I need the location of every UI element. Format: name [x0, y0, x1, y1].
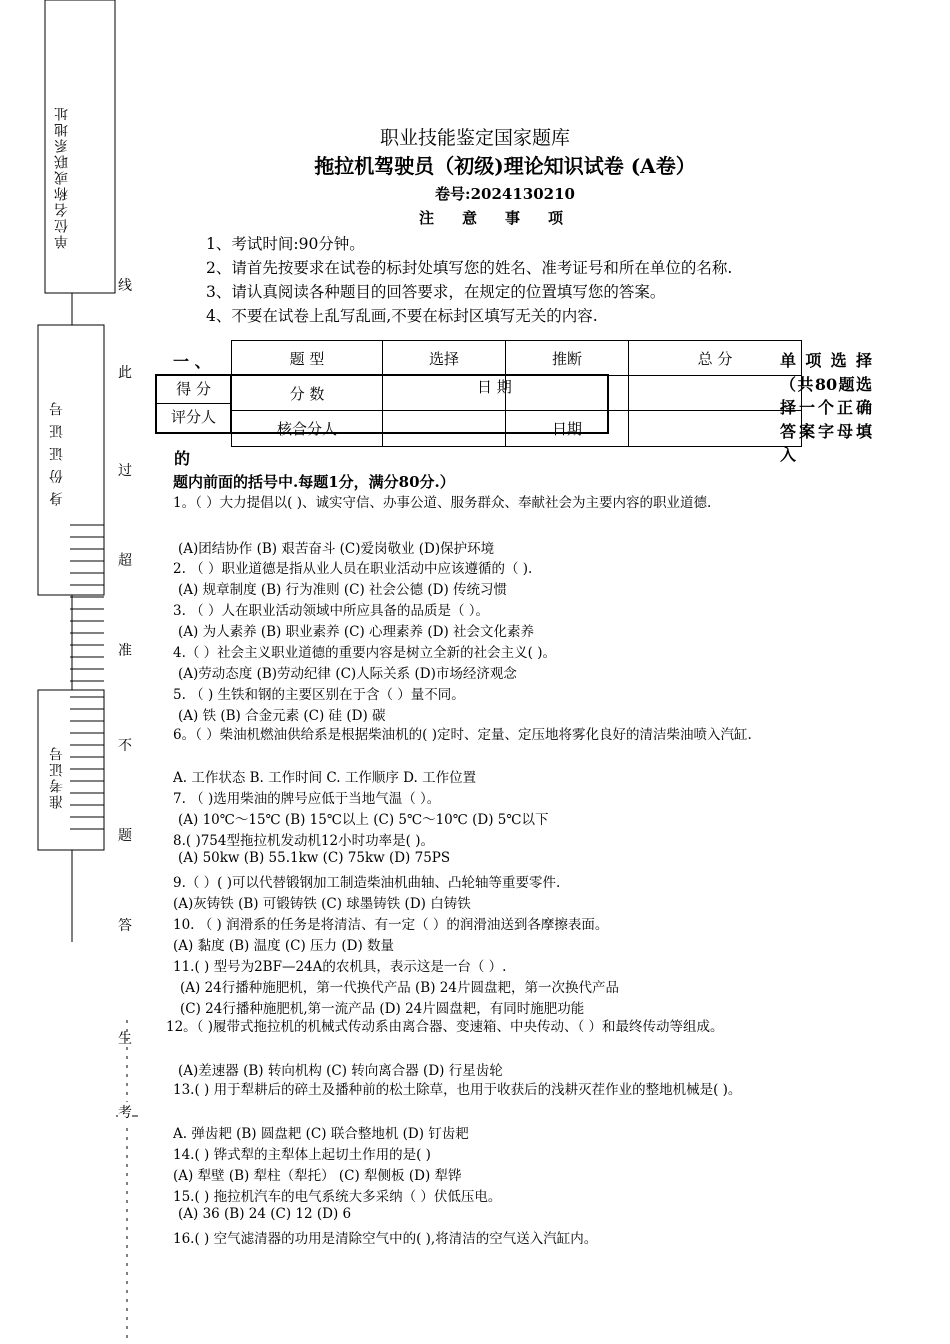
question-options: (A)团结协作 (B) 艰苦奋斗 (C)爱岗敬业 (D)保护环境 [178, 541, 495, 557]
table-header: 总 分 [629, 341, 802, 376]
seal-char: 答 [118, 918, 132, 934]
seal-char: 此 [118, 365, 132, 381]
question-options: (A) 规章制度 (B) 行为准则 (C) 社会公德 (D) 传统习惯 [178, 582, 507, 598]
question-options: (A) 犁壁 (B) 犁柱（犁托） (C) 犁侧板 (D) 犁铧 [173, 1168, 462, 1184]
section-instruction: 题内前面的括号中.每题1分，满分80分.） [173, 473, 455, 491]
seal-char: 过 [118, 463, 132, 479]
question-bank-title: 职业技能鉴定国家题库 [379, 127, 570, 149]
question-text: 6。（ ）柴油机燃油供给系是根据柴油机的( )定时、定量、定压地将雾化良好的清洁柴油喷入汽缸. [173, 727, 752, 743]
question-text: 8.( )754型拖拉机发动机12小时功率是( )。 [173, 833, 434, 849]
section-heading: 单项选择（共80题选择一个正确答案字母填入 [780, 351, 872, 464]
question-options: (A)灰铸铁 (B) 可锻铸铁 (C) 球墨铸铁 (D) 白铸铁 [173, 896, 471, 912]
question-text: 4.（ ）社会主义职业道德的重要内容是树立全新的社会主义( )。 [173, 645, 556, 661]
grader-label: 评分人 [157, 404, 231, 432]
question-text: 12。（ )履带式拖拉机的机械式传动系由离合器、变速箱、中央传动、（ ）和最终传动等组成。 [166, 1019, 724, 1035]
seal-char: 线 [118, 278, 132, 294]
page-title: 拖拉机驾驶员（初级)理论知识试卷 (A卷） [314, 154, 696, 178]
question-text: 7. （ )选用柴油的牌号应低于当地气温（ ）。 [173, 791, 441, 807]
question-options: (A) 24行播种施肥机，第一代换代产品 (B) 24片圆盘耙，第一次换代产品 [180, 980, 619, 996]
question-text: 10. （ ) 润滑系的任务是将清洁、有一定（ ）的润滑油送到各摩擦表面。 [173, 917, 609, 933]
question-options: (A) 50kw (B) 55.1kw (C) 75kw (D) 75PS [178, 850, 451, 866]
seal-char: 题 [118, 828, 132, 844]
table-cell[interactable] [629, 411, 802, 447]
unit-name-label: 单位名称或联系地址 [54, 105, 70, 249]
table-cell[interactable] [629, 376, 802, 411]
section-heading-tail: 的 [174, 449, 191, 468]
table-cell: 日期 [506, 411, 629, 447]
question-options: (A) 为人素养 (B) 职业素养 (C) 心理素养 (D) 社会文化素养 [178, 624, 534, 640]
notice-title: 注意事项 [418, 209, 591, 227]
seal-char: 超 [118, 553, 132, 569]
table-header: 选择 [383, 341, 506, 376]
question-options: (A)劳动态度 (B)劳动纪律 (C)人际关系 (D)市场经济观念 [178, 666, 517, 682]
question-options: (A) 黏度 (B) 温度 (C) 压力 (D) 数量 [173, 938, 394, 954]
grader-box [155, 374, 609, 434]
table-header: 题 型 [232, 341, 383, 376]
notice-item: 3、请认真阅读各种题目的回答要求，在规定的位置填写您的答案。 [206, 283, 666, 301]
question-text: 1。（ ）大力提倡以( )、诚实守信、办事公道、服务群众、奉献社会为主要内容的职业道德. [173, 495, 712, 511]
seal-char: 考 [118, 1102, 132, 1122]
table-header: 推断 [506, 341, 629, 376]
seal-char: 不 [118, 738, 132, 754]
section-number: 一 、 [173, 352, 211, 371]
question-text: 16.( ) 空气滤清器的功用是清除空气中的( ),将清洁的空气送入汽缸内。 [173, 1231, 598, 1247]
score-label: 得 分 [157, 376, 231, 404]
question-text: 3. （ ）人在职业活动领域中所应具备的品质是（ ）。 [173, 603, 490, 619]
id-number-label: 身 份 证 证 号 [49, 400, 65, 506]
notice-item: 4、不要在试卷上乱写乱画,不要在标封区填写无关的内容. [206, 307, 598, 325]
paper-number: 卷号:2024130210 [435, 185, 575, 203]
question-options: A. 弹齿耙 (B) 圆盘耙 (C) 联合整地机 (D) 钉齿耙 [173, 1126, 469, 1142]
date-label: 日 期 [477, 378, 512, 396]
table-cell: 分 数 [232, 376, 383, 411]
question-text: 2. （ ）职业道德是指从业人员在职业活动中应该遵循的（ ). [173, 561, 533, 577]
seal-char: 准 [118, 643, 132, 659]
table-cell: 核合分人 [232, 411, 383, 447]
question-text: 9.（ ）( )可以代替锻钢加工制造柴油机曲轴、凸轮轴等重要零件. [173, 875, 561, 891]
question-options: A. 工作状态 B. 工作时间 C. 工作顺序 D. 工作位置 [173, 770, 477, 786]
question-options: (A) 铁 (B) 合金元素 (C) 硅 (D) 碳 [178, 708, 386, 724]
notice-item: 2、请首先按要求在试卷的标封处填写您的姓名、准考证号和所在单位的名称. [206, 259, 733, 277]
question-text: 5. （ ) 生铁和钢的主要区别在于含（ ）量不同。 [173, 687, 465, 703]
seal-char: 生 [118, 1031, 132, 1047]
question-options: (A) 10℃～15℃ (B) 15℃以上 (C) 5℃～10℃ (D) 5℃以下 [178, 812, 549, 828]
question-text: 14.( ) 铧式犁的主犁体上起切土作用的是( ) [173, 1147, 431, 1163]
notice-item: 1、考试时间:90分钟。 [206, 235, 365, 253]
question-text: 15.( ) 拖拉机汽车的电气系统大多采纳（ ）伏低压电。 [173, 1189, 502, 1205]
question-text: 13.( ) 用于犁耕后的碎土及播种前的松土除草，也用于收获后的浅耕灭茬作业的整地机械是( )。 [173, 1082, 742, 1098]
question-options: (C) 24行播种施肥机,第一流产品 (D) 24片圆盘耙，有同时施肥功能 [180, 1001, 585, 1017]
exam-number-label: 准考证号 [49, 745, 65, 809]
question-options: (A) 36 (B) 24 (C) 12 (D) 6 [178, 1206, 352, 1222]
question-text: 11.( ) 型号为2BF—24A的农机具，表示这是一台（ ）. [173, 959, 507, 975]
question-options: (A)差速器 (B) 转向机构 (C) 转向离合器 (D) 行星齿轮 [178, 1063, 503, 1079]
